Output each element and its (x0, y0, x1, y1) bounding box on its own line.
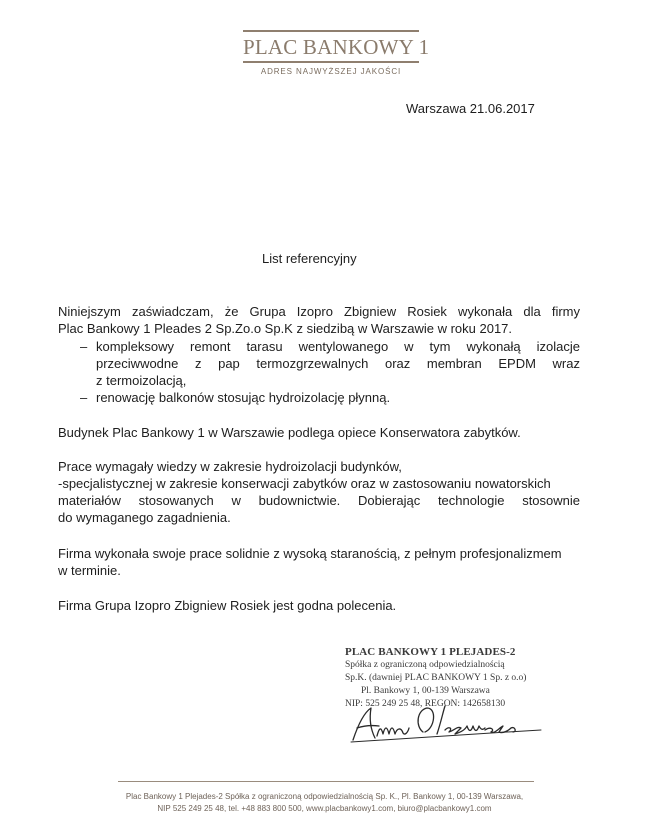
logo-title: PLAC BANKOWY 1 (243, 35, 430, 59)
list-item-line: kompleksowy remont tarasu wentylowanego w tym wykonałą izolacje (96, 339, 580, 354)
list-item-line: przeciwwodne z pap termozgrzewalnych oraz membran EPDM wraz (96, 356, 580, 371)
intro-line: Niniejszym zaświadczam, że Grupa Izopro Zbigniew Rosiek wykonała dla firmy (58, 304, 580, 319)
list-item (80, 389, 580, 406)
works-line: -specjalistycznej w zakresie konserwacji zabytków oraz w zastosowaniu nowatorskich (58, 476, 551, 491)
letterhead-logo (243, 30, 430, 76)
stamp-line: Pl. Bankowy 1, 00-139 Warszawa (361, 686, 490, 696)
handwritten-signature (345, 700, 545, 748)
stamp-line: PLAC BANKOWY 1 PLEJADES-2 (345, 646, 516, 658)
works-line: Prace wymagały wiedzy w zakresie hydroizolacji budynków, (58, 459, 402, 474)
stamp-line: Spółka z ograniczoną odpowiedzialnością (345, 660, 505, 670)
footer-line: Plac Bankowy 1 Plejades-2 Spółka z ograniczoną odpowiedzialnością Sp. K., Pl. Bankowy 1, 00-139 Warszawa, (125, 792, 524, 801)
works-line: do wymaganego zagadnienia. (58, 510, 231, 525)
list-dash: – (80, 390, 88, 405)
footer-divider (118, 781, 534, 782)
letter-title: List referencyjny (262, 251, 357, 266)
quality-line: w terminie. (58, 563, 121, 578)
intro-paragraph (58, 303, 580, 337)
conservator-paragraph: Budynek Plac Bankowy 1 w Warszawie podlega opiece Konserwatora zabytków. (58, 425, 521, 440)
list-item-line: renowację balkonów stosując hydroizolację płynną. (96, 390, 391, 405)
quality-line: Firma wykonała swoje prace solidnie z wysoką staranością, z pełnym profesjonalizmem (58, 546, 562, 561)
works-line: materiałów stosowanych w budownictwie. Dobierając technologie stosownie (58, 493, 580, 508)
list-item-line: z termoizolacją, (96, 373, 187, 388)
stamp-line: NIP: 525 249 25 48, REGON: 142658130 (345, 699, 506, 709)
list-dash: – (80, 339, 88, 354)
intro-line: Plac Bankowy 1 Pleades 2 Sp.Zo.o Sp.K z siedzibą w Warszawie w roku 2017. (58, 321, 513, 336)
works-paragraph (58, 458, 580, 526)
list-item (80, 338, 580, 389)
logo-top-rule (243, 30, 419, 32)
recommendation-paragraph: Firma Grupa Izopro Zbigniew Rosiek jest godna polecenia. (58, 598, 397, 613)
footer-line: NIP 525 249 25 48, tel. +48 883 800 500, www.placbankowy1.com, biuro@placbankowy1.com (157, 804, 492, 813)
stamp-line: Sp.K. (dawniej PLAC BANKOWY 1 Sp. z o.o) (345, 673, 527, 683)
quality-paragraph (58, 545, 580, 579)
letter-date: Warszawa 21.06.2017 (406, 101, 535, 116)
logo-tagline: ADRES NAJWYŻSZEJ JAKOŚCI (260, 67, 402, 76)
logo-bottom-rule (243, 61, 419, 63)
